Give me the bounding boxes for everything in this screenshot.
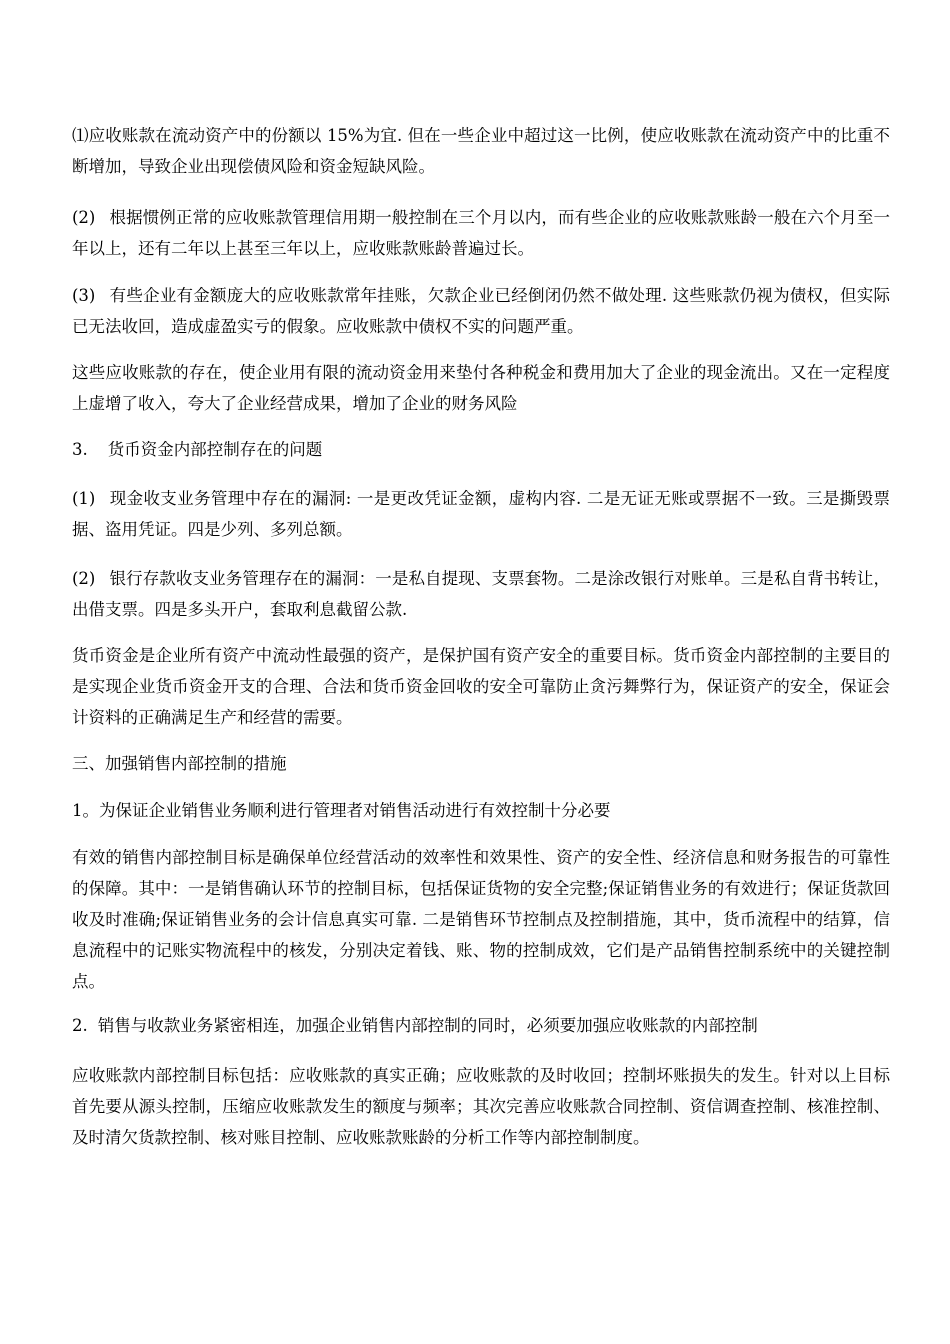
paragraph-receivables-share — [72, 120, 890, 182]
list-marker: ⑴ — [72, 126, 89, 145]
paragraph-text: 货币资金是企业所有资产中流动性最强的资产，是保护国有资产安全的重要目标。货币资金内部控制的主要目的是实现企业货币资金开支的合理、合法和货币资金回收的安全可靠防止贪污舞弊行为，保证资产的安全，保证会计资料的正确满足生产和经营的需要。 — [72, 646, 890, 727]
paragraph-receivables-aging — [72, 202, 890, 264]
paragraph-bank-loopholes — [72, 563, 890, 625]
paragraph-text: 应收账款内部控制目标包括：应收账款的真实正确；应收账款的及时收回；控制坏账损失的发生。针对以上目标首先要从源头控制，压缩应收账款发生的额度与频率；其次完善应收账款合同控制、资信调查控制、核准控制、及时清欠货款控制、核对账目控制、应收账款账龄的分析工作等内部控制制度。 — [72, 1066, 890, 1147]
paragraph-sales-control-goals — [72, 842, 890, 997]
paragraph-cash-importance — [72, 640, 890, 733]
paragraph-text: 有效的销售内部控制目标是确保单位经营活动的效率性和效果性、资产的安全性、经济信息和财务报告的可靠性的保障。其中：一是销售确认环节的控制目标，包括保证货物的安全完整;保证销售业务的有效进行；保证货款回收及时准确;保证销售业务的会计信息真实可靠. 二是销售环节控制点及控制措施，其中，货币流程中的结算，信息流程中的记账实物流程中的核发，分别决定着钱、账、物的控制成效，它们是产品销售控制系统中的关键控制点。 — [72, 848, 890, 991]
section-title: 货币资金内部控制存在的问题 — [107, 440, 323, 459]
list-marker: 2. — [72, 1016, 88, 1035]
paragraph-text: 应收账款在流动资产中的份额以 15%为宜. 但在一些企业中超过这一比例，使应收账款在流动资产中的比重不断增加，导致企业出现偿债风险和资金短缺风险。 — [72, 126, 890, 176]
paragraph-text: 现金收支业务管理中存在的漏洞: 一是更改凭证金额，虚构内容. 二是无证无账或票据不一致。三是撕毁票据、盗用凭证。四是少列、多列总额。 — [72, 489, 890, 539]
subheading-sales-control — [72, 795, 890, 826]
subheading-text: 1。为保证企业销售业务顺利进行管理者对销售活动进行有效控制十分必要 — [72, 801, 611, 820]
paragraph-text: 有些企业有金额庞大的应收账款常年挂账，欠款企业已经倒闭仍然不做处理. 这些账款仍视为债权，但实际已无法收回，造成虚盈实亏的假象。应收账款中债权不实的问题严重。 — [72, 286, 890, 336]
paragraph-cash-loopholes — [72, 483, 890, 545]
subheading-text: 销售与收款业务紧密相连，加强企业销售内部控制的同时，必须要加强应收账款的内部控制 — [97, 1016, 758, 1035]
paragraph-receivables-impact — [72, 357, 890, 419]
paragraph-text: 银行存款收支业务管理存在的漏洞：一是私自提现、支票套物。二是涂改银行对账单。三是私自背书转让，出借支票。四是多头开户，套取利息截留公款. — [72, 569, 890, 619]
paragraph-receivables-control-goals — [72, 1060, 890, 1153]
paragraph-text: 这些应收账款的存在，使企业用有限的流动资金用来垫付各种税金和费用加大了企业的现金流出。又在一定程度上虚增了收入，夸大了企业经营成果，增加了企业的财务风险 — [72, 363, 890, 413]
section-heading-sales-measures — [72, 748, 890, 779]
paragraph-bad-debts — [72, 280, 890, 342]
paragraph-text: 根据惯例正常的应收账款管理信用期一般控制在三个月以内，而有些企业的应收账款账龄一般在六个月至一年以上，还有二年以上甚至三年以上，应收账款账龄普遍过长。 — [72, 208, 890, 258]
section-title: 三、加强销售内部控制的措施 — [72, 754, 287, 773]
list-marker: (1) — [72, 489, 96, 508]
section-heading-cash-control — [72, 434, 890, 465]
list-marker: (2) — [72, 208, 96, 227]
list-marker: (3) — [72, 286, 96, 305]
subheading-receivables-control — [72, 1010, 890, 1041]
list-marker: (2) — [72, 569, 96, 588]
section-number: 3. — [72, 440, 88, 459]
